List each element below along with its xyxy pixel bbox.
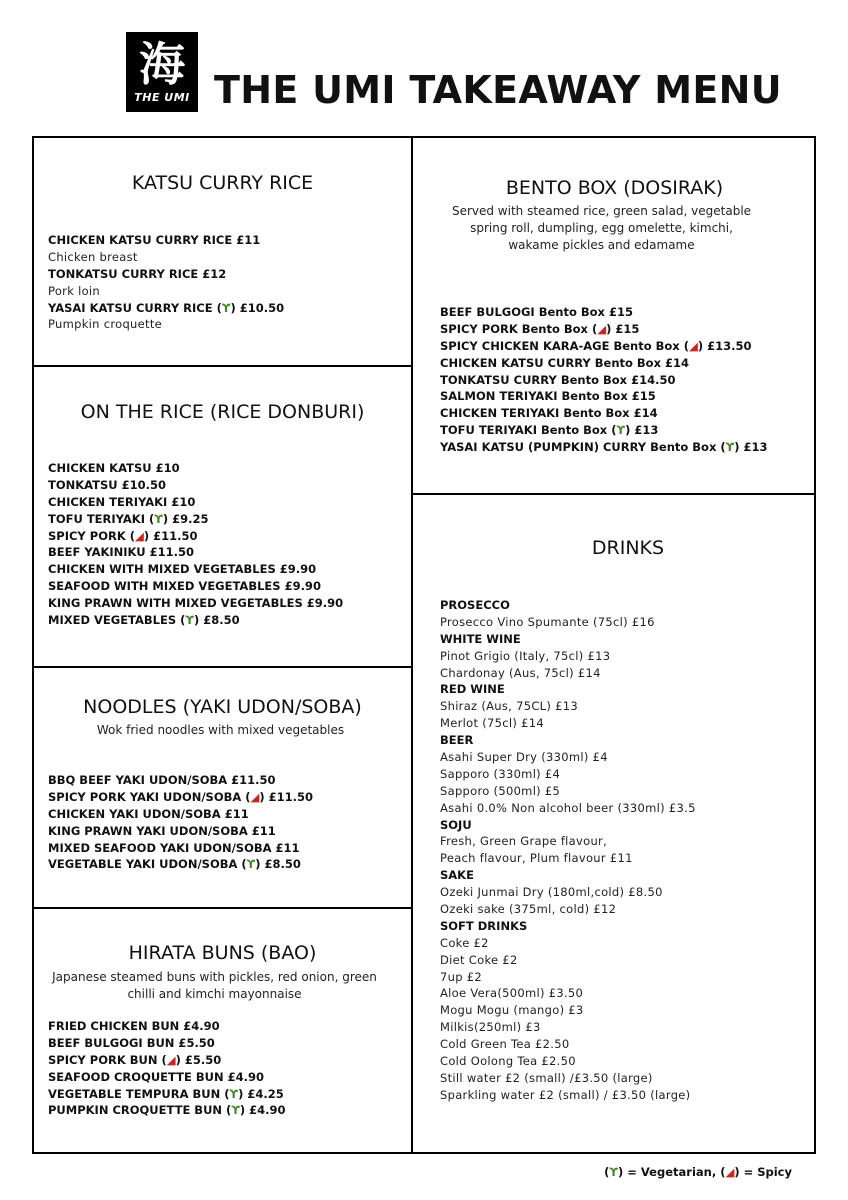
sprout-icon: ϒ [154,511,163,526]
dietary-legend [604,1165,792,1179]
menu-item [48,544,343,561]
column-divider [411,136,413,1154]
donburi-title: ON THE RICE (RICE DONBURI) [80,401,365,423]
menu-item-text: Pork loin [48,283,101,298]
menu-item-text: BEER [440,733,474,748]
menu-item-price: ) £10.50 [230,300,285,315]
chilli-icon: ◢ [688,338,698,353]
chilli-icon: ◢ [135,528,144,543]
sprout-icon: ϒ [185,613,194,628]
chilli-icon: ◢ [597,321,607,336]
menu-item [440,969,696,986]
menu-item [440,648,696,665]
menu-item-text: PROSECCO [440,598,510,612]
menu-item-text: SPICY PORK BUN ( [48,1052,167,1067]
menu-item-price: ) £13.50 [697,338,752,353]
menu-item-text: SOFT DRINKS [440,918,528,933]
legend-veg-label: ) = Vegetarian, ( [618,1165,726,1179]
menu-item [48,266,284,283]
menu-item [48,316,284,333]
menu-item-text: CHICKEN TERIYAKI Bento Box £14 [440,406,658,421]
sprout-icon: ϒ [616,423,626,438]
menu-item [440,1002,696,1019]
divider-katsu-donburi [32,365,412,367]
menu-item [440,985,696,1002]
menu-item [440,372,768,389]
menu-item-text: CHICKEN KATSU £10 [48,461,180,475]
menu-item [48,249,284,266]
chilli-icon: ◢ [725,1165,735,1179]
menu-item-text: Chicken breast [48,249,138,264]
menu-item [440,800,696,817]
menu-item-price: ) £4.25 [238,1086,284,1101]
menu-item [440,952,696,969]
chilli-icon: ◢ [166,1052,176,1067]
menu-item [440,715,696,732]
menu-item [48,789,313,806]
menu-item [440,439,768,456]
menu-item-text: VEGETABLE YAKI UDON/SOBA ( [48,857,247,872]
menu-item-text: CHICKEN YAKI UDON/SOBA £11 [48,806,249,821]
logo-kanji: 海 [139,37,185,91]
menu-item-text: Ozeki sake (375ml, cold) £12 [440,902,617,917]
menu-item-text: BBQ BEEF YAKI UDON/SOBA £11.50 [48,773,276,787]
menu-item-text: KING PRAWN WITH MIXED VEGETABLES £9.90 [48,596,344,611]
menu-item-text: BEEF BULGOGI Bento Box £15 [440,305,633,319]
menu-item-price: ) £5.50 [175,1052,222,1067]
menu-item [48,1052,286,1069]
menu-item [48,612,343,629]
menu-item [440,304,768,321]
menu-item [48,595,343,612]
menu-item [440,766,696,783]
menu-item [440,631,696,648]
menu-item-text: FRIED CHICKEN BUN £4.90 [48,1019,220,1033]
menu-item-text: Prosecco Vino Spumante (75cl) £16 [440,614,655,629]
menu-item-price: ) £8.50 [193,613,240,628]
drinks-title: DRINKS [591,537,665,559]
menu-item-text: SEAFOOD WITH MIXED VEGETABLES £9.90 [48,579,321,594]
menu-item-text: CHICKEN KATSU CURRY RICE £11 [48,233,261,247]
menu-item [440,884,696,901]
menu-item-text: Sparkling water £2 (small) / £3.50 (large) [440,1087,691,1102]
menu-item-text: Mogu Mogu (mango) £3 [440,1003,584,1018]
menu-item [440,1053,696,1070]
menu-item-text: TONKATSU CURRY Bento Box £14.50 [440,372,676,387]
menu-item-price: ) £11.50 [143,528,198,543]
bao-list [48,1018,286,1119]
menu-item-text: Asahi Super Dry (330ml) £4 [440,750,608,765]
bao-description: Japanese steamed buns with pickles, red onion, green chilli and kimchi mayonnaise [52,970,377,1001]
menu-item [48,528,343,545]
menu-item [440,665,696,682]
menu-item [440,935,696,952]
katsu-list [48,232,284,333]
divider-bento-drinks [411,493,816,495]
menu-item-text: YASAI KATSU (PUMPKIN) CURRY Bento Box ( [440,440,726,455]
menu-item-text: Cold Oolong Tea £2.50 [440,1054,576,1069]
menu-item [48,561,343,578]
menu-item-text: SOJU [440,817,472,832]
menu-item [48,823,313,840]
bao-title: HIRATA BUNS (BAO) [128,942,317,964]
menu-item [48,840,313,857]
menu-item [48,1035,286,1052]
menu-item [440,597,696,614]
menu-item-text: Still water £2 (small) /£3.50 (large) [440,1070,653,1085]
menu-item [440,1036,696,1053]
sprout-icon: ϒ [246,857,256,872]
menu-item-text: SALMON TERIYAKI Bento Box £15 [440,389,656,404]
menu-item-text: Cold Green Tea £2.50 [440,1037,570,1052]
menu-item [48,477,343,494]
menu-item [440,321,768,338]
menu-item [440,681,696,698]
noodles-title: NOODLES (YAKI UDON/SOBA) [83,696,362,718]
menu-item-text: SAKE [440,868,474,883]
menu-item [440,1019,696,1036]
menu-item-text: SPICY CHICKEN KARA-AGE Bento Box ( [440,338,689,353]
menu-item-text: Pumpkin croquette [48,317,163,332]
bento-list [440,304,768,456]
menu-item-text: 7up £2 [440,969,482,984]
menu-item-text: KING PRAWN YAKI UDON/SOBA £11 [48,823,276,838]
menu-item [48,494,343,511]
menu-item [440,918,696,935]
menu-item-text: Shiraz (Aus, 75CL) £13 [440,699,578,714]
menu-item-text: RED WINE [440,682,505,697]
menu-item [48,511,343,528]
menu-item-text: Ozeki Junmai Dry (180ml,cold) £8.50 [440,885,663,900]
menu-item-text: MIXED VEGETABLES ( [48,613,186,628]
drinks-list [440,597,696,1104]
noodles-description: Wok fried noodles with mixed vegetables [96,723,345,737]
menu-item-text: Diet Coke £2 [440,952,518,967]
noodles-list [48,772,313,873]
bento-description: Served with steamed rice, green salad, vegetable spring roll, dumpling, egg omelette, kimchi, wakame pickles and edamame [451,204,752,252]
menu-item-text: Peach flavour, Plum flavour £11 [440,851,633,866]
menu-item-text: Milkis(250ml) £3 [440,1020,541,1035]
menu-item-text: Fresh, Green Grape flavour, [440,834,608,849]
menu-item-price: ) £9.25 [162,511,209,526]
menu-item [48,1102,286,1119]
chilli-icon: ◢ [250,789,260,804]
divider-donburi-noodles [32,666,412,668]
menu-item-text: TOFU TERIYAKI Bento Box ( [440,423,617,438]
menu-item-text: WHITE WINE [440,631,521,646]
menu-item [48,806,313,823]
menu-item-text: CHICKEN TERIYAKI £10 [48,494,196,509]
menu-item [48,1069,286,1086]
menu-item [440,1070,696,1087]
menu-item [48,856,313,873]
sprout-icon: ϒ [231,1103,240,1118]
menu-item-text: Sapporo (330ml) £4 [440,766,561,781]
page-title: THE UMI TAKEAWAY MENU [214,68,782,112]
menu-item [440,698,696,715]
menu-item [440,901,696,918]
menu-item-text: Chardonay (Aus, 75cl) £14 [440,665,601,680]
menu-item-text: SPICY PORK Bento Box ( [440,321,598,336]
legend-open: ( [604,1165,610,1179]
menu-item [48,460,343,477]
menu-item [440,388,768,405]
menu-item-text: Merlot (75cl) £14 [440,716,544,731]
menu-item [440,614,696,631]
menu-item-text: TONKATSU £10.50 [48,477,167,492]
menu-item-text: Aloe Vera(500ml) £3.50 [440,986,584,1001]
sprout-icon: ϒ [221,300,231,315]
menu-item [440,338,768,355]
menu-item-text: PUMPKIN CROQUETTE BUN ( [48,1103,232,1118]
menu-item [440,1087,696,1104]
menu-item-text: TOFU TERIYAKI ( [48,511,155,526]
menu-item [48,300,284,317]
menu-item-text: MIXED SEAFOOD YAKI UDON/SOBA £11 [48,840,300,855]
menu-item [48,578,343,595]
logo-text: THE UMI [134,91,190,104]
menu-item [440,355,768,372]
sprout-icon: ϒ [609,1165,619,1179]
menu-item-text: CHICKEN KATSU CURRY Bento Box £14 [440,355,690,370]
divider-noodles-bao [32,907,412,909]
menu-item [440,833,696,850]
menu-item [48,1018,286,1035]
menu-item-text: SPICY PORK ( [48,528,135,543]
menu-item-price: ) £13 [734,440,768,455]
menu-item [440,749,696,766]
sprout-icon: ϒ [725,440,735,455]
menu-item-price: ) £11.50 [259,789,314,804]
menu-item [440,422,768,439]
legend-spicy-label: ) = Spicy [734,1165,792,1179]
bento-title: BENTO BOX (DOSIRAK) [505,177,724,199]
menu-item-text: YASAI KATSU CURRY RICE ( [48,300,222,315]
menu-item-text: Pinot Grigio (Italy, 75cl) £13 [440,648,611,663]
donburi-list [48,460,343,629]
menu-item-text: Sapporo (500ml) £5 [440,783,561,798]
menu-item-price: ) £15 [606,321,640,336]
menu-item-text: SPICY PORK YAKI UDON/SOBA ( [48,789,251,804]
menu-item-text: VEGETABLE TEMPURA BUN ( [48,1086,230,1101]
menu-item [440,817,696,834]
menu-item-text: CHICKEN WITH MIXED VEGETABLES £9.90 [48,562,317,577]
menu-item-price: ) £4.90 [239,1103,286,1118]
menu-item [440,732,696,749]
menu-item [48,1086,286,1103]
menu-item-text: BEEF BULGOGI BUN £5.50 [48,1035,215,1050]
menu-item [440,850,696,867]
menu-item [440,405,768,422]
menu-item-text: SEAFOOD CROQUETTE BUN £4.90 [48,1069,264,1084]
menu-item-text: Asahi 0.0% Non alcohol beer (330ml) £3.5 [440,800,696,815]
sprout-icon: ϒ [229,1086,239,1101]
menu-item-price: ) £8.50 [255,857,301,872]
menu-item-text: TONKATSU CURRY RICE £12 [48,266,227,281]
katsu-title: KATSU CURRY RICE [131,172,314,194]
umi-logo [126,32,198,112]
menu-item [48,232,284,249]
menu-item [48,772,313,789]
menu-item [440,783,696,800]
menu-item-text: Coke £2 [440,935,489,950]
menu-item-price: ) £13 [625,423,659,438]
menu-item [440,867,696,884]
menu-item [48,283,284,300]
menu-item-text: BEEF YAKINIKU £11.50 [48,545,194,560]
